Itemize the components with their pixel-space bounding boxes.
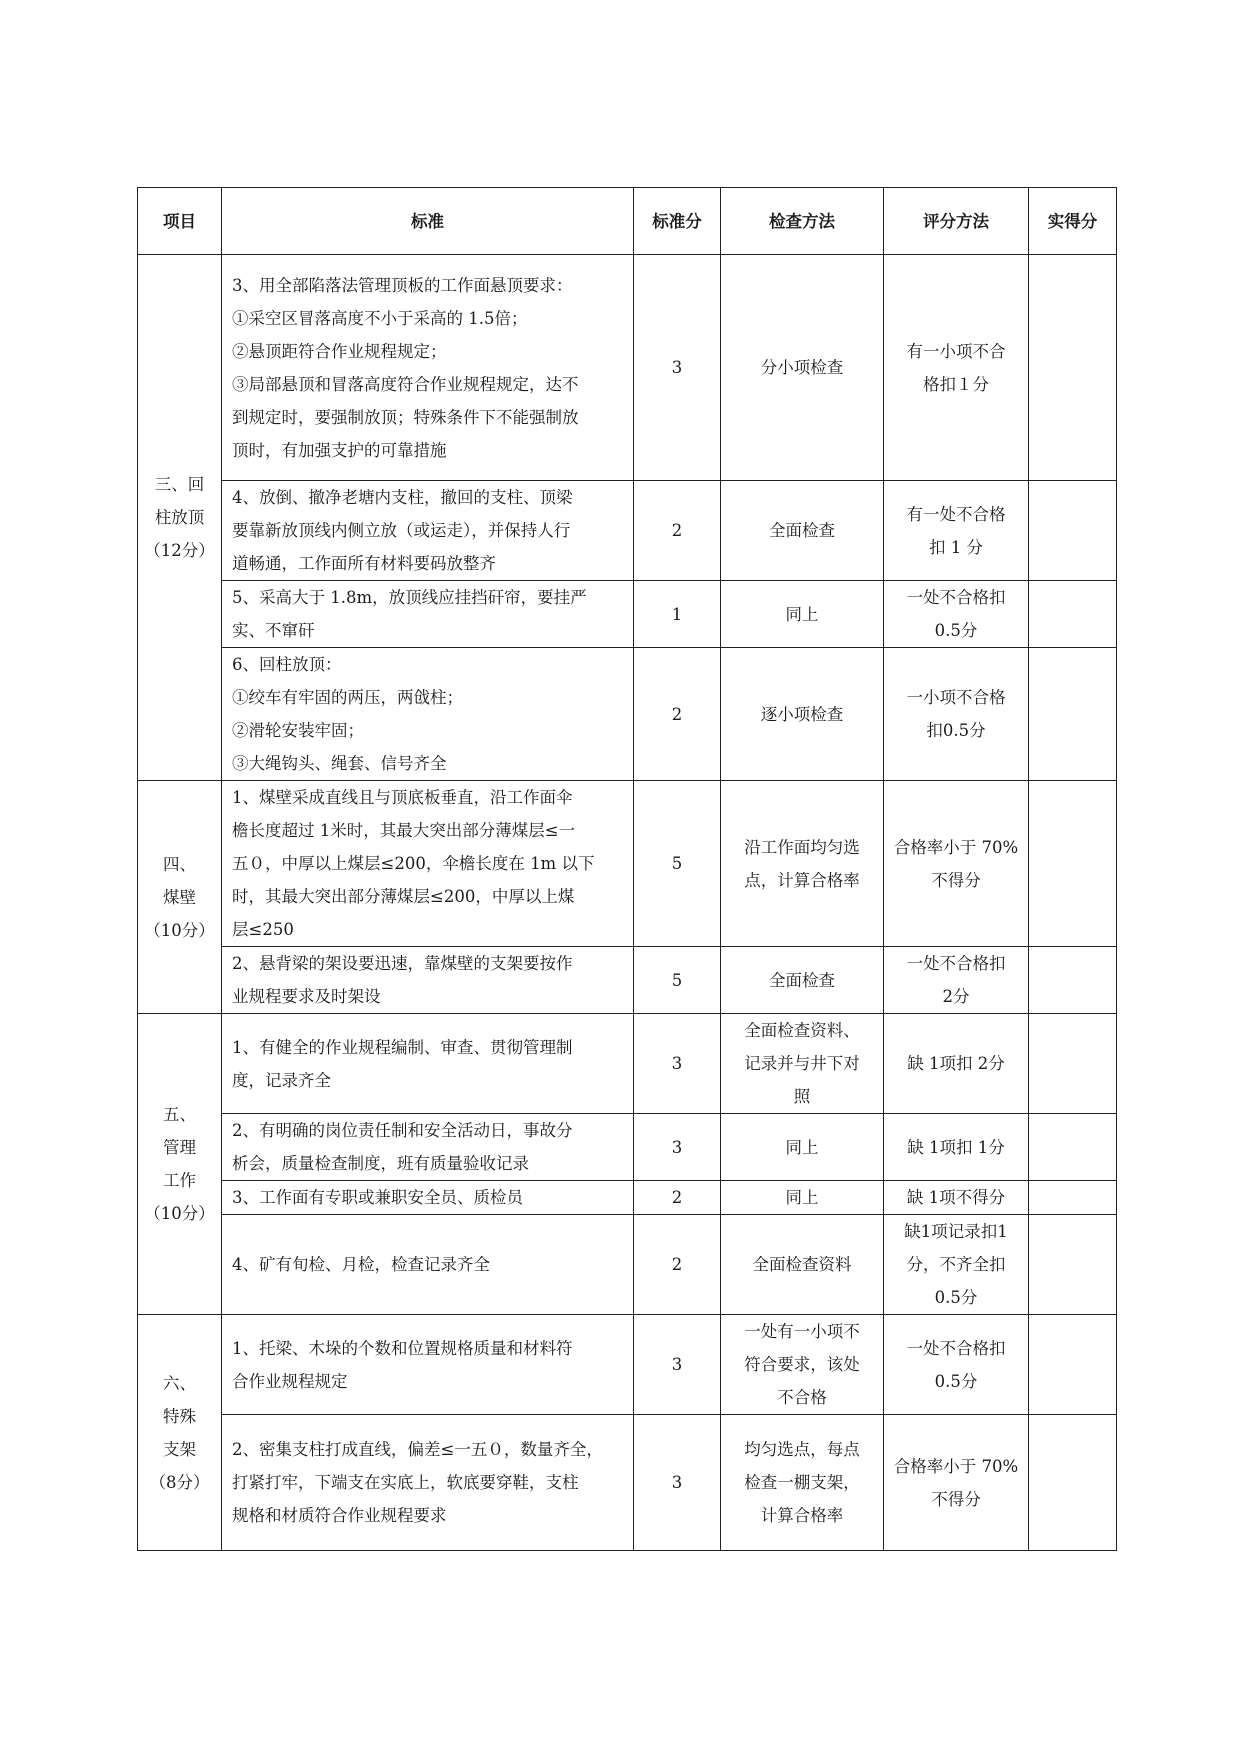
- grading-cell: [884, 481, 1029, 581]
- method-cell: [721, 1014, 884, 1114]
- standard-line: ①绞车有牢固的两压，两戗柱；: [232, 688, 463, 707]
- standard-line: 业规程要求及时架设: [232, 987, 381, 1006]
- standard-line: 4、放倒、撤净老塘内支柱，撤回的支柱、顶梁: [232, 488, 573, 507]
- grading-line: 扣0.5分: [926, 721, 986, 740]
- score-cell: 3: [634, 1014, 721, 1114]
- standard-cell: [222, 1215, 634, 1315]
- method-line: 均匀选点，每点: [744, 1440, 860, 1459]
- header-item: 项目: [138, 188, 222, 255]
- actual-score-cell[interactable]: [1029, 255, 1117, 481]
- section-title-line: （8分）: [149, 1472, 210, 1492]
- grading-cell: [884, 1181, 1029, 1215]
- section-title-cell: [138, 781, 222, 1014]
- method-line: 符合要求，该处: [744, 1355, 860, 1374]
- method-cell: [721, 1315, 884, 1415]
- table-row: [138, 481, 1117, 581]
- actual-score-cell[interactable]: [1029, 648, 1117, 781]
- score-cell: 2: [634, 481, 721, 581]
- standard-cell: [222, 581, 634, 648]
- standard-line: 3、用全部陷落法管理顶板的工作面悬顶要求：: [232, 275, 573, 295]
- header-score: 标准分: [634, 188, 721, 255]
- actual-score-cell[interactable]: [1029, 1014, 1117, 1114]
- table-row: [138, 648, 1117, 781]
- standard-line: ②悬顶距符合作业规程规定；: [232, 341, 447, 361]
- grading-line: 缺 1项扣 2分: [907, 1054, 1005, 1073]
- standard-line: 规格和材质符合作业规程要求: [232, 1506, 447, 1525]
- standard-cell: [222, 1415, 634, 1551]
- section-title-line: （10分）: [144, 1204, 215, 1223]
- standard-line: 6、回柱放顶：: [232, 655, 342, 674]
- standard-line: 合作业规程规定: [232, 1371, 348, 1391]
- actual-score-cell[interactable]: [1029, 481, 1117, 581]
- grading-cell: [884, 581, 1029, 648]
- grading-line: 一处不合格扣: [906, 954, 1006, 973]
- section-title-line: 四、: [163, 854, 196, 874]
- score-cell: 1: [634, 581, 721, 648]
- header-grading: 评分方法: [884, 188, 1029, 255]
- grading-line: 一处不合格扣: [906, 588, 1006, 607]
- grading-line: 扣 1 分: [929, 537, 983, 557]
- grading-line: 有一处不合格: [906, 504, 1006, 524]
- grading-line: 合格率小于 70%: [893, 837, 1019, 857]
- table-row: [138, 781, 1117, 947]
- method-cell: [721, 781, 884, 947]
- standard-line: 层≤250: [232, 920, 294, 939]
- grading-line: 缺1项记录扣1: [904, 1222, 1008, 1241]
- standard-cell: [222, 481, 634, 581]
- grading-cell: [884, 1215, 1029, 1315]
- table-row: [138, 255, 1117, 481]
- method-line: 点，计算合格率: [744, 870, 860, 890]
- method-cell: [721, 1215, 884, 1315]
- standard-line: ③大绳钩头、绳套、信号齐全: [232, 754, 447, 773]
- section-title-line: 五、: [163, 1105, 196, 1124]
- grading-line: 有一小项不合: [906, 341, 1006, 361]
- score-cell: 3: [634, 1114, 721, 1181]
- standard-line: 2、有明确的岗位责任制和安全活动日，事故分: [232, 1121, 573, 1140]
- section-title-cell: [138, 1014, 222, 1315]
- standard-cell: [222, 1315, 634, 1415]
- standard-cell: [222, 1014, 634, 1114]
- method-cell: [721, 581, 884, 648]
- grading-cell: [884, 781, 1029, 947]
- grading-line: 2分: [942, 987, 970, 1006]
- grading-cell: [884, 947, 1029, 1014]
- section-title-cell: [138, 1315, 222, 1551]
- section-title-line: 煤壁: [163, 887, 196, 907]
- standard-line: 檐长度超过 1米时，其最大突出部分薄煤层≤一: [232, 821, 576, 840]
- actual-score-cell[interactable]: [1029, 1114, 1117, 1181]
- standard-cell: [222, 1114, 634, 1181]
- table-row: [138, 1181, 1117, 1215]
- standard-line: 析会，质量检查制度，班有质量验收记录: [232, 1154, 529, 1173]
- standard-line: 实、不窜矸: [232, 621, 315, 640]
- header-standard: 标准: [222, 188, 634, 255]
- method-cell: [721, 1114, 884, 1181]
- method-line: 全面检查: [769, 521, 835, 540]
- grading-line: 0.5分: [934, 1288, 978, 1307]
- section-title-line: 工作: [163, 1171, 196, 1190]
- section-title-line: 六、: [163, 1373, 196, 1393]
- standard-line: ①采空区冒落高度不小于采高的 1.5倍；: [232, 308, 528, 328]
- section-title-line: 特殊: [163, 1406, 196, 1426]
- section-title-line: 管理: [163, 1138, 196, 1157]
- grading-line: 0.5分: [934, 621, 978, 640]
- inspection-standard-table: [137, 187, 1117, 1551]
- section-title-line: 三、回: [154, 475, 205, 494]
- grading-cell: [884, 1415, 1029, 1551]
- score-cell: 3: [634, 1415, 721, 1551]
- table-row: [138, 1014, 1117, 1114]
- section-title-line: （12分）: [144, 541, 215, 560]
- method-line: 照: [793, 1087, 811, 1106]
- score-cell: 2: [634, 648, 721, 781]
- standard-line: 到规定时，要强制放顶；特殊条件下不能强制放: [232, 407, 579, 427]
- actual-score-cell[interactable]: [1029, 1215, 1117, 1315]
- table-row: [138, 947, 1117, 1014]
- score-cell: 3: [634, 1315, 721, 1415]
- method-line: 一处有一小项不: [744, 1322, 860, 1341]
- method-cell: [721, 1181, 884, 1215]
- method-line: 不合格: [777, 1388, 827, 1407]
- actual-score-cell[interactable]: [1029, 1181, 1117, 1215]
- score-cell: 2: [634, 1215, 721, 1315]
- standard-line: 五０，中厚以上煤层≤200，伞檐长度在 1m 以下: [232, 854, 595, 873]
- table-row: [138, 1215, 1117, 1315]
- grading-cell: [884, 1114, 1029, 1181]
- grading-line: 不得分: [931, 870, 981, 890]
- standard-line: ③局部悬顶和冒落高度符合作业规程规定，达不: [232, 374, 579, 394]
- grading-line: 一处不合格扣: [906, 1338, 1006, 1358]
- standard-cell: [222, 255, 634, 481]
- table-row: [138, 1114, 1117, 1181]
- grading-line: 合格率小于 70%: [893, 1456, 1019, 1476]
- standard-line: 5、采高大于 1.8m，放顶线应挂挡矸帘，要挂严: [232, 588, 587, 607]
- standard-cell: [222, 1181, 634, 1215]
- actual-score-cell[interactable]: [1029, 1415, 1117, 1551]
- method-line: 全面检查资料、: [744, 1021, 860, 1040]
- method-line: 同上: [785, 604, 819, 624]
- table-header-row: [138, 188, 1117, 255]
- section-title-cell: [138, 255, 222, 781]
- method-cell: [721, 1415, 884, 1551]
- standard-line: 道畅通，工作面所有材料要码放整齐: [232, 554, 496, 573]
- standard-line: 要靠新放顶线内侧立放（或运走），并保持人行: [232, 521, 571, 540]
- grading-line: 缺 1项扣 1分: [907, 1137, 1005, 1157]
- grading-line: 一小项不合格: [906, 688, 1006, 707]
- method-cell: [721, 648, 884, 781]
- method-line: 计算合格率: [760, 1506, 844, 1525]
- standard-line: 顶时，有加强支护的可靠措施: [232, 440, 447, 460]
- score-cell: 5: [634, 781, 721, 947]
- table-row: [138, 581, 1117, 648]
- method-line: 分小项检查: [760, 358, 844, 377]
- table-row: [138, 1315, 1117, 1415]
- standard-line: 2、悬背梁的架设要迅速，靠煤壁的支架要按作: [232, 954, 573, 973]
- standard-line: 时，其最大突出部分薄煤层≤200，中厚以上煤: [232, 887, 575, 906]
- standard-line: 度，记录齐全: [232, 1070, 331, 1090]
- section-title-line: （10分）: [144, 920, 215, 940]
- grading-cell: [884, 255, 1029, 481]
- grading-line: 不得分: [931, 1489, 981, 1509]
- grading-line: 0.5分: [934, 1371, 978, 1391]
- standard-line: ②滑轮安装牢固；: [232, 721, 364, 740]
- standard-line: 3、工作面有专职或兼职安全员、质检员: [232, 1188, 523, 1207]
- table-row: [138, 1415, 1117, 1551]
- method-line: 全面检查: [769, 970, 835, 990]
- actual-score-cell[interactable]: [1029, 781, 1117, 947]
- method-cell: [721, 947, 884, 1014]
- table-body: [138, 255, 1117, 1551]
- method-line: 全面检查资料: [752, 1255, 852, 1274]
- method-line: 同上: [785, 1137, 819, 1157]
- header-method: 检查方法: [721, 188, 884, 255]
- section-title-line: 柱放顶: [154, 508, 205, 527]
- standard-cell: [222, 781, 634, 947]
- standard-line: 2、密集支柱打成直线，偏差≤一五０，数量齐全，: [232, 1440, 603, 1459]
- standard-line: 1、有健全的作业规程编制、审查、贯彻管理制: [232, 1037, 573, 1057]
- method-cell: [721, 481, 884, 581]
- score-cell: 3: [634, 255, 721, 481]
- standard-line: 1、煤壁采成直线且与顶底板垂直，沿工作面伞: [232, 788, 573, 807]
- score-cell: 5: [634, 947, 721, 1014]
- grading-cell: [884, 1315, 1029, 1415]
- score-cell: 2: [634, 1181, 721, 1215]
- actual-score-cell[interactable]: [1029, 1315, 1117, 1415]
- grading-cell: [884, 1014, 1029, 1114]
- standard-line: 打紧打牢，下端支在实底上，软底要穿鞋，支柱: [232, 1473, 579, 1492]
- standard-cell: [222, 648, 634, 781]
- standard-cell: [222, 947, 634, 1014]
- standard-line: 1、托梁、木垛的个数和位置规格质量和材料符: [232, 1338, 573, 1358]
- actual-score-cell[interactable]: [1029, 581, 1117, 648]
- standard-line: 4、矿有旬检、月检，检查记录齐全: [232, 1255, 490, 1274]
- method-line: 记录并与井下对: [744, 1054, 860, 1073]
- actual-score-cell[interactable]: [1029, 947, 1117, 1014]
- section-title-line: 支架: [163, 1439, 196, 1459]
- grading-line: 缺 1项不得分: [906, 1188, 1006, 1207]
- method-line: 检查一棚支架，: [744, 1473, 860, 1492]
- method-line: 逐小项检查: [760, 704, 844, 724]
- method-line: 同上: [785, 1188, 819, 1207]
- header-actual: 实得分: [1029, 188, 1117, 255]
- grading-cell: [884, 648, 1029, 781]
- grading-line: 分，不齐全扣: [906, 1255, 1006, 1274]
- grading-line: 格扣１分: [923, 374, 989, 394]
- method-cell: [721, 255, 884, 481]
- method-line: 沿工作面均匀选: [744, 837, 860, 857]
